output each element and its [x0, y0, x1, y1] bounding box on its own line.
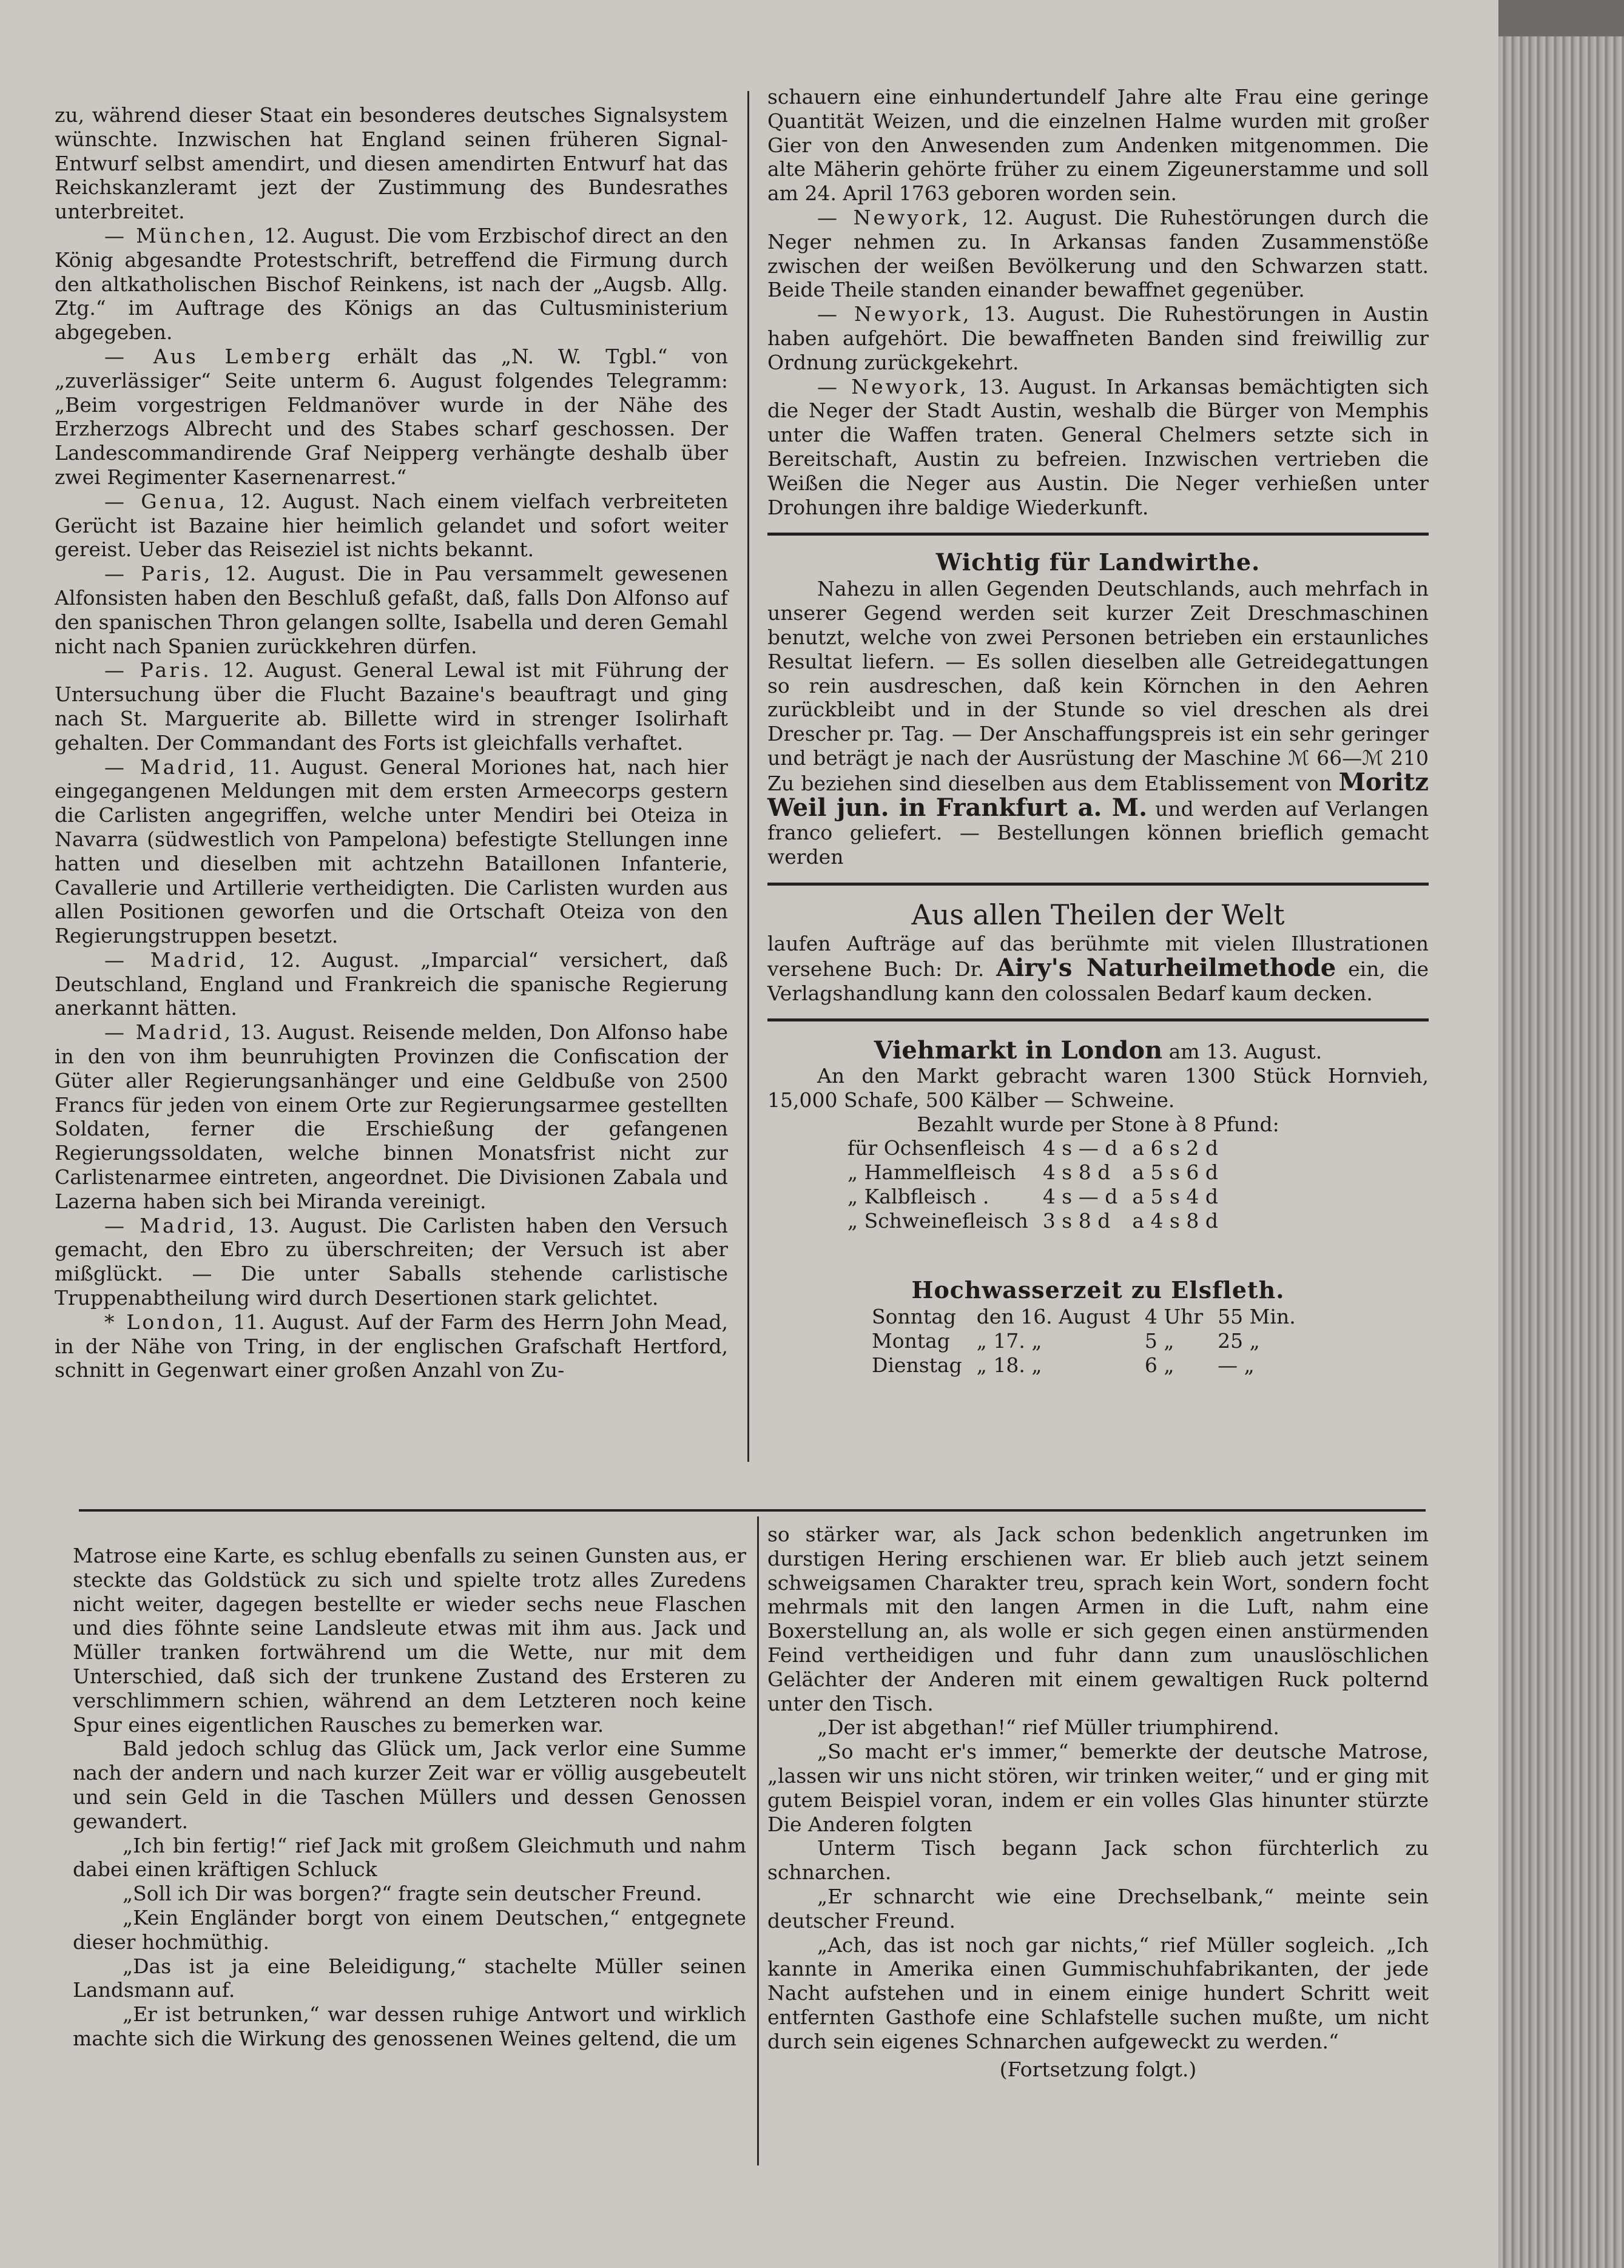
ad-welt-book: Airy's Naturheilmethode — [996, 953, 1336, 982]
story-paragraph: „Ach, das ist noch gar nichts,“ rief Müller sogleich. „Ich kannte in Amerika einen Gummischuhfabrikanten, der jede Nacht aufstehen und in einem einige hundert Schritt weit entfernten Gasthofe eine Schlafstelle suchen mußte, um nicht durch sein eigenes Schnarchen aufgeweckt zu werden.“ — [767, 1933, 1429, 2053]
news-item: — Madrid, 12. August. „Imparcial“ versichert, daß Deutschland, England und Frankreich die spanische Regierung anerkannt hätten. — [55, 947, 728, 1020]
ad-welt-title: Aus allen Theilen der Welt — [911, 898, 1285, 931]
news-item: — Aus Lemberg erhält das „N. W. Tgbl.“ von „zuverlässiger“ Seite unterm 6. August folgendes Telegramm: „Beim vorgestrigen Feldmanöver wurde in der Nähe des Erzherzogs Albrecht und des Stabes scharf geschossen. Der Landescommandirende Graf Neipperg verhängte deshalb über zwei Regimenter Kasernenarrest.“ — [55, 344, 728, 489]
story-paragraph: „Der ist abgethan!“ rief Müller triumphirend. — [817, 1715, 1279, 1740]
news-column-left — [55, 103, 728, 1382]
story-paragraph: „So macht er's immer,“ bemerkte der deutsche Matrose, „lassen wir uns nicht stören, wir trinken weiter,“ und er ging mit gutem Beispiel voran, indem er ein volles Glas hinunter stürzte Die Anderen folgten — [767, 1740, 1429, 1836]
hochwasser-title: Hochwasserzeit zu Elsfleth. — [911, 1276, 1285, 1304]
story-paragraph: „Ich bin fertig!“ rief Jack mit großem Gleichmuth und nahm dabei einen kräftigen Schluck — [73, 1833, 746, 1882]
viehmarkt-intro: An den Markt gebracht waren 1300 Stück Hornvieh, 15,000 Schafe, 500 Kälber — Schweine. — [767, 1064, 1429, 1112]
ad-welt-text: laufen Aufträge auf das berühmte mit vielen Illustrationen versehene Buch: Dr. Airy's Naturheilmethode ein, die Verlagshandlung kann den colossalen Bedarf kaum decken. — [767, 931, 1429, 1005]
story-paragraph: „Er ist betrunken,“ war dessen ruhige Antwort und wirklich machte sich die Wirkung des genossenen Weines geltend, die um — [73, 2002, 746, 2050]
continuation-note: (Fortsetzung folgt.) — [999, 2057, 1197, 2081]
book-edge-top — [1498, 0, 1624, 36]
table-row: Montag „ 17. „ 5 „ 25 „ — [872, 1329, 1260, 1353]
news-item: — Genua, 12. August. Nach einem vielfach verbreiteten Gerücht ist Bazaine hier heimlich gelandet und sofort weiter gereist. Ueber das Reiseziel ist nichts bekannt. — [55, 489, 728, 562]
hochwasser — [767, 1276, 1429, 1378]
news-item: — München, 12. August. Die vom Erzbischof direct an den König abgesandte Protestschrift, betreffend die Firmung durch den altkatholischen Bischof Reinkens, ist nach der „Augsb. Allg. Ztg.“ im Auftrage des Königs an das Cultusministerium abgegeben. — [55, 223, 728, 345]
news-item: schauern eine einhundertundelf Jahre alte Frau eine geringe Quantität Weizen, und die einzelnen Halme wurden mit großer Gier von den Anwesenden zum Andenken mitgenommen. Die alte Mäherin gehörte früher zu einem Zigeunerstamme und soll am 24. April 1763 geboren worden sein. — [767, 85, 1429, 206]
story-paragraph: „Er schnarcht wie eine Drechselbank,“ meinte sein deutscher Freund. — [767, 1884, 1429, 1933]
story-column-left — [73, 1544, 746, 2051]
news-item: — Madrid, 13. August. Die Carlisten haben den Versuch gemacht, den Ebro zu überschreiten; der Versuch ist aber mißglückt. — Die unter Saballs stehende carlistische Truppenabtheilung wird durch Desertionen stark gelichtet. — [55, 1213, 728, 1310]
table-row: „ Hammelfleisch 4 s 8 d a 5 s 6 d — [847, 1160, 1219, 1185]
news-item: * London, 11. August. Auf der Farm des Herrn John Mead, in der Nähe von Tring, in der englischen Grafschaft Hertford, schnitt in Gegenwart einer großen Anzahl von Zu- — [55, 1310, 728, 1382]
column-divider-bottom — [757, 1516, 759, 2165]
story-paragraph: „Das ist ja eine Beleidigung,“ stachelte Müller seinen Landsmann auf. — [73, 1954, 746, 2002]
table-row: für Ochsenfleisch 4 s — d a 6 s 2 d — [847, 1136, 1219, 1160]
story-paragraph: „Kein Engländer borgt von einem Deutschen,“ entgegnete dieser hochmüthig. — [73, 1905, 746, 1954]
news-item: zu, während dieser Staat ein besonderes deutsches Signalsystem wünschte. Inzwischen hat England seinen früheren Signal-Entwurf selbst amendirt, und diesen amendirten Entwurf hat das Reichskanzleramt jezt der Zustimmung des Bundesrathes unterbreitet. — [55, 103, 728, 224]
table-row: Dienstag „ 18. „ 6 „ — „ — [872, 1353, 1255, 1378]
table-row: „ Kalbfleisch . 4 s — d a 5 s 4 d — [847, 1185, 1219, 1209]
viehmarkt-title: Viehmarkt in London — [874, 1036, 1163, 1065]
ad-landwirthe — [767, 548, 1429, 869]
price-table — [840, 1136, 1225, 1233]
table-row: „ Schweinefleisch 3 s 8 d a 4 s 8 d — [847, 1209, 1219, 1233]
news-item: — Newyork, 13. August. In Arkansas bemächtigten sich die Neger der Stadt Austin, weshalb die Bürger von Memphis unter die Waffen traten. General Chelmers setzte sich in Bereitschaft, Austin zu befreien. Inzwischen vertrieben die Weißen die Neger aus Austin. Die Neger verhießen unter Drohungen ihre baldige Wiederkunft. — [767, 374, 1429, 519]
news-column-right — [767, 85, 1429, 1378]
news-item: — Paris, 12. August. Die in Pau versammelt gewesenen Alfonsisten haben den Beschluß gefaßt, daß, falls Don Alfonso auf den spanischen Thron gelangen sollte, Isabella und deren Gemahl nicht nach Spanien zurückkehren dürfen. — [55, 562, 728, 658]
ad-landwirthe-text: Nahezu in allen Gegenden Deutschlands, auch mehrfach in unserer Gegend werden seit kurzer Zeit Dreschmaschinen benutzt, welche von zwei Personen betrieben ein erstaunliches Resultat liefern. — Es sollen dieselben alle Getreidegattungen so rein ausdreschen, daß kein Körnchen in den Aehren zurückbleibt und in der Stunde so viel dreschen als drei Drescher pr. Tag. — Der Anschaffungspreis ist ein sehr geringer und beträgt je nach der Ausrüstung der Maschine ℳ 66—ℳ 210 Zu beziehen sind dieselben aus dem Etablissement von Moritz Weil jun. in Frankfurt a. M. und werden auf Verlangen franco geliefert. — Bestellungen können brieflich gemacht werden — [767, 577, 1429, 869]
ad-welt — [767, 898, 1429, 1005]
news-item: — Paris. 12. August. General Lewal ist mit Führung der Untersuchung über die Flucht Bazaine's beauftragt und ging nach St. Marguerite ab. Billette wird in strenger Isolirhaft gehalten. Der Commandant des Forts ist gleichfalls verhaftet. — [55, 658, 729, 755]
book-page-edges — [1498, 36, 1624, 2268]
ad-rule — [767, 883, 1429, 886]
column-divider-top — [747, 91, 749, 1462]
news-item: — Newyork, 12. August. Die Ruhestörungen durch die Neger nehmen zu. In Arkansas fanden Zusammenstöße zwischen der weißen Bevölkerung und den Schwarzen statt. Beide Theile standen einander bewaffnet gegenüber. — [767, 205, 1429, 302]
tide-table — [864, 1305, 1303, 1378]
story-paragraph: Matrose eine Karte, es schlug ebenfalls zu seinen Gunsten aus, er steckte das Goldstück zu sich und spielte trotz alles Zuredens nicht weiter, dagegen bestellte er wieder sechs neue Flaschen und dies föhnte seine Landsleute etwas mit ihm aus. Jack und Müller tranken fortwährend um die Wette, nur mit dem Unterschied, daß sich der trunkene Zustand des Ersteren zu verschlimmern schien, während an dem Letzteren noch keine Spur eines eigentlichen Rausches zu bemerken war. — [73, 1544, 746, 1737]
news-item: — Madrid, 13. August. Reisende melden, Don Alfonso habe in den von ihm beunruhigten Provinzen die Confiscation der Güter aller Regierungsanhänger und eine Geldbuße von 2500 Francs für jeden von einem Orte zur Regierungsarmee gestellten Soldaten, ferner die Erschießung der gefangenen Regierungssoldaten, welche binnen Monatsfrist nicht zur Carlistenarmee eintreten, angeordnet. Die Divisionen Zabala und Lazerna haben sich bei Miranda vereinigt. — [55, 1020, 728, 1213]
viehmarkt — [767, 1038, 1429, 1233]
ad-landwirthe-title: Wichtig für Landwirthe. — [935, 548, 1261, 576]
story-paragraph: Bald jedoch schlug das Glück um, Jack verlor eine Summe nach der andern und nach kurzer Zeit war er völlig ausgebeutelt und sein Geld in die Taschen Müllers und dessen Genossen gewandert. — [73, 1737, 746, 1833]
ad-rule — [767, 533, 1429, 536]
news-item: — Madrid, 11. August. General Moriones hat, nach hier eingegangenen Meldungen mit dem ersten Armeecorps gestern die Carlisten angegriffen, welche unter Mendiri bei Oteiza in Navarra (südwestlich von Pampelona) befestigte Stellungen inne hatten und dieselben mit achtzehn Bataillonen Infanterie, Cavallerie und Artillerie vertheidigten. Die Carlisten wurden aus allen Positionen geworfen und die Ortschaft Oteiza von den Regierungstruppen besetzt. — [55, 755, 728, 948]
story-column-right — [767, 1523, 1429, 2081]
story-paragraph: so stärker war, als Jack schon bedenklich angetrunken im durstigen Hering erschienen war. Er blieb auch jetzt seinem schweigsamen Charakter treu, sprach kein Wort, sondern focht mehrmals mit den langen Armen in die Luft, nahm eine Boxerstellung an, als wolle er sich gegen einen anstürmenden Feind vertheidigen und fuhr dann zum unauslöschlichen Gelächter der Anderen mit einem gewaltigen Ruck polternd unter den Tisch. — [767, 1523, 1429, 1715]
story-paragraph: Unterm Tisch begann Jack schon fürchterlich zu schnarchen. — [767, 1836, 1429, 1885]
table-row: Sonntag den 16. August 4 Uhr 55 Min. — [872, 1305, 1296, 1329]
ad-rule — [767, 1018, 1429, 1021]
feuilleton-rule — [79, 1509, 1426, 1512]
viehmarkt-date: am 13. August. — [1168, 1040, 1322, 1064]
news-item: — Newyork, 13. August. Die Ruhestörungen in Austin haben aufgehört. Die bewaffneten Banden sind freiwillig zur Ordnung zurückgekehrt. — [767, 302, 1429, 374]
ad-landwirthe-firm: Moritz Weil jun. in Frankfurt a. M. — [767, 767, 1429, 822]
story-paragraph: „Soll ich Dir was borgen?“ fragte sein deutscher Freund. — [123, 1882, 702, 1906]
viehmarkt-price-intro: Bezahlt wurde per Stone à 8 Pfund: — [917, 1112, 1279, 1136]
